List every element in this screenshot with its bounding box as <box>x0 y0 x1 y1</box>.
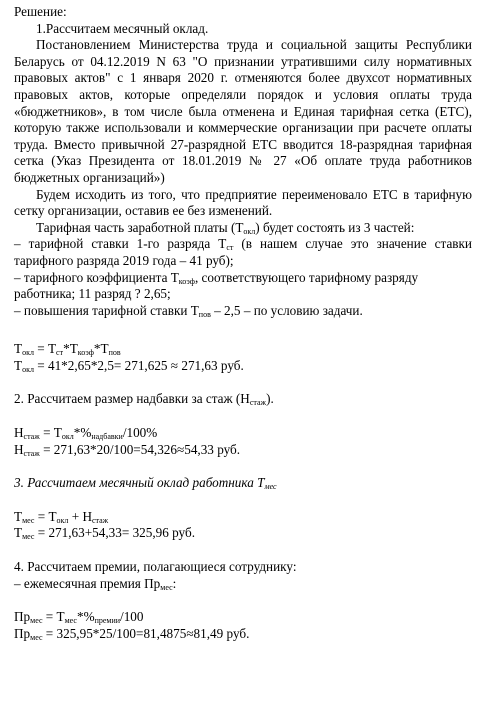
list-item-increase: – повышения тарифной ставки $Т_{пов} - 2,5$ – по условию задачи. <box>14 302 363 319</box>
paragraph-assumption: Будем исходить из того, что предприятие переименовало ЕТС в тарифную сетку организации, оставив ее без изменений. <box>14 186 472 219</box>
formula-tmes: $Т_{мес} = Т_{окл} + Н_{стаж}$ <box>14 508 109 525</box>
paragraph-regulation: Постановлением Министерства труда и социальной защиты Республики Беларусь от 04.12.2019 N 63 "О признании утратившими силу нормативных правовых актов" с 1 января 2020 г. отменяются более двухсот нормативных правовых актов, которые определяли порядок и условия оплаты труда «бюджетников», в том числе была отменена и Единая тарифная сетка (ЕТС), которую также использовали и коммерческие организации при расчете оплаты труда. Вместо привычной 27-разрядной ЕТС вводится 18-разрядная тарифная сетка (Указ Президента от 18.01.2019 № 27 «Об оплате труда работников бюджетных организаций») <box>14 37 472 185</box>
list-item-base-rate: – тарифной ставки 1-го разряда $Т_{ст}$ (в нашем случае это значение ставки тарифного разряда 2019 года – 41 руб); <box>14 236 472 268</box>
formula-tokl: $Т_{окл} = Т_{ст}*Т_{коэф}*Т_{пов}$ <box>14 341 121 358</box>
formula-tokl-calc: $Т_{окл} = 41*2,65*2,5= 271,625 \approx 271,63$ руб. <box>14 357 244 374</box>
paragraph-tariff-parts: Тарифная часть заработной платы $(Т_{окл})$ будет состоять из 3 частей: <box>36 219 415 236</box>
step-3-title: 3. Рассчитаем месячный оклад работника $Т_{мес}$ <box>14 475 277 492</box>
step-4-title: 4. Рассчитаем премии, полагающиеся сотруднику: <box>14 559 297 575</box>
formula-prmes: $Пр_{мес} = Т_{мес}*\%_{премии}/100$ <box>14 609 144 626</box>
formula-prmes-calc: $Пр_{мес} = 325,95*25/100=81,4875\approx 81,49$ руб. <box>14 625 250 642</box>
step-2-title: 2. Рассчитаем размер надбавки за стаж $(Н_{стаж})$. <box>14 391 274 408</box>
list-item-coefficient: – тарифного коэффициента $Т_{коэф}$, соответствующего тарифному разряду работника; 11 разряд ? 2,65; <box>14 269 419 302</box>
list-item-monthly-bonus: – ежемесячная премия $Пр_{мес}$: <box>14 575 177 592</box>
formula-nstazh: $Н_{стаж} = Т_{окл}*\%_{надбавки}/100\%$ <box>14 425 158 442</box>
formula-nstazh-calc: $Н_{стаж} = 271,63*20/100=54,326\approx 54,33$ руб. <box>14 441 241 458</box>
formula-tmes-calc: $Т_{мес} = 271,63+54,33= 325,96$ руб. <box>14 525 195 542</box>
step-1-title: 1.Рассчитаем месячный оклад. <box>36 20 209 36</box>
solution-heading: Решение: <box>14 4 67 19</box>
